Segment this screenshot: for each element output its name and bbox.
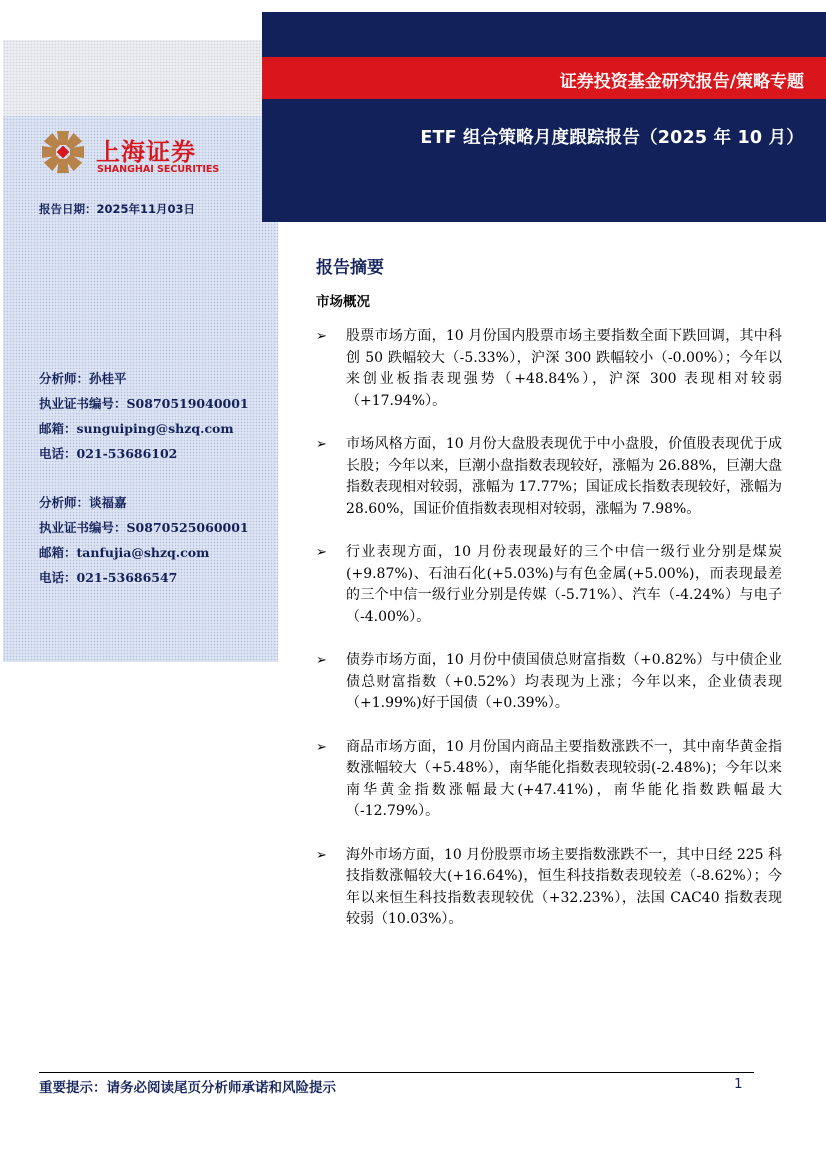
page-number: 1 <box>734 1076 743 1092</box>
analyst-cert-label: 执业证书编号： <box>39 520 127 535</box>
summary-bullet <box>316 542 782 628</box>
analyst-phone: 021-53686547 <box>76 570 178 585</box>
analyst-cert-row <box>39 515 249 540</box>
summary-bullet <box>316 434 782 520</box>
header-navy-block <box>262 12 826 222</box>
footer-disclaimer: 重要提示：请务必阅读尾页分析师承诺和风险提示 <box>39 1080 336 1096</box>
analyst-phone: 021-53686102 <box>76 446 178 461</box>
analyst-cert-row <box>39 391 249 416</box>
summary-bullet-text: 行业表现方面，10 月份表现最好的三个中信一级行业分别是煤炭(+9.87%)、石油石化(+5.03%)与有色金属(+5.00%)，而表现最差的三个中信一级行业分别是传媒（-5.71%）、汽车（-4.24%）与电子（-4.00%）。 <box>346 544 782 625</box>
summary-bullet <box>316 737 782 823</box>
footer-divider <box>39 1072 754 1073</box>
summary-bullet-text: 股票市场方面，10 月份国内股票市场主要指数全面下跌回调，其中科创 50 跌幅较大（-5.33%），沪深 300 跌幅较小（-0.00%）；今年以来创业板指表现强势（+48.84%），沪深 300 表现相对较弱（+17.94%）。 <box>346 328 782 409</box>
arrow-bullet-icon: ➢ <box>316 653 327 668</box>
analyst-email-row <box>39 540 249 565</box>
analyst-name-label: 分析师： <box>39 371 90 386</box>
analyst-email-label: 邮箱： <box>39 421 77 436</box>
report-category: 证券投资基金研究报告/策略专题 <box>559 72 804 92</box>
analyst-phone-row <box>39 441 249 466</box>
logo-name-en: SHANGHAI SECURITIES <box>97 164 220 175</box>
analyst-phone-row <box>39 565 249 590</box>
company-logo <box>39 128 229 180</box>
analyst-name-row <box>39 490 249 515</box>
summary-bullet <box>316 326 782 412</box>
header-red-banner <box>262 57 826 99</box>
report-title: ETF 组合策略月度跟踪报告（2025 年 10 月） <box>420 128 804 148</box>
logo-name-cn: 上海证券 <box>96 138 196 166</box>
report-date: 报告日期：2025年11月03日 <box>39 202 196 216</box>
analyst-name-label: 分析师： <box>39 495 90 510</box>
summary-bullet-text: 商品市场方面，10 月份国内商品主要指数涨跌不一，其中南华黄金指数涨幅较大（+5.48%），南华能化指数表现较弱(-2.48%)；今年以来南华黄金指数涨幅最大(+47.41%)，南华能化指数跌幅最大（-12.79%）。 <box>346 738 782 819</box>
analyst-email: sunguiping@shzq.com <box>76 421 234 436</box>
arrow-bullet-icon: ➢ <box>316 437 327 452</box>
analyst-phone-label: 电话： <box>39 446 77 461</box>
summary-bullet-text: 海外市场方面，10 月份股票市场主要指数涨跌不一，其中日经 225 科技指数涨幅较大(+16.64%)，恒生科技指数表现较差（-8.62%）；今年以来恒生科技指数表现较优（+32.23%），法国 CAC40 指数表现较弱（10.03%）。 <box>346 846 782 927</box>
section-heading: 市场概况 <box>316 294 370 310</box>
analyst-email: tanfujia@shzq.com <box>76 545 210 560</box>
arrow-bullet-icon: ➢ <box>316 847 327 863</box>
arrow-bullet-icon: ➢ <box>316 329 327 344</box>
analyst-cert: S0870519040001 <box>126 396 249 411</box>
analyst-name: 谈福嘉 <box>89 495 127 510</box>
arrow-bullet-icon: ➢ <box>316 545 327 560</box>
summary-heading: 报告摘要 <box>316 258 384 278</box>
summary-bullet-list <box>316 326 782 931</box>
analyst-cert: S0870525060001 <box>126 520 249 535</box>
analyst-name-row <box>39 366 249 391</box>
sidebar-top-block <box>3 40 278 116</box>
arrow-bullet-icon: ➢ <box>316 739 327 755</box>
shanghai-securities-logo-icon <box>39 128 87 176</box>
analyst-phone-label: 电话： <box>39 570 77 585</box>
analyst-name: 孙桂平 <box>89 371 127 386</box>
summary-bullet-text: 债券市场方面，10 月份中债国债总财富指数（+0.82%）与中债企业债总财富指数（+0.52%）均表现为上涨；今年以来，企业债表现（+1.99%)好于国债（+0.39%）。 <box>346 652 782 711</box>
analyst-card <box>39 366 249 466</box>
analyst-card <box>39 490 249 590</box>
analyst-email-row <box>39 416 249 441</box>
analyst-cert-label: 执业证书编号： <box>39 396 127 411</box>
analyst-email-label: 邮箱： <box>39 545 77 560</box>
summary-bullet <box>316 845 782 931</box>
summary-bullet <box>316 650 782 715</box>
summary-bullet-text: 市场风格方面，10 月份大盘股表现优于中小盘股，价值股表现优于成长股；今年以来，巨潮小盘指数表现较好，涨幅为 26.88%，巨潮大盘指数表现相对较弱，涨幅为 17.77%；国证成长指数表现较好，涨幅为 28.60%，国证价值指数表现相对较弱，涨幅为 7.98%。 <box>346 436 782 517</box>
